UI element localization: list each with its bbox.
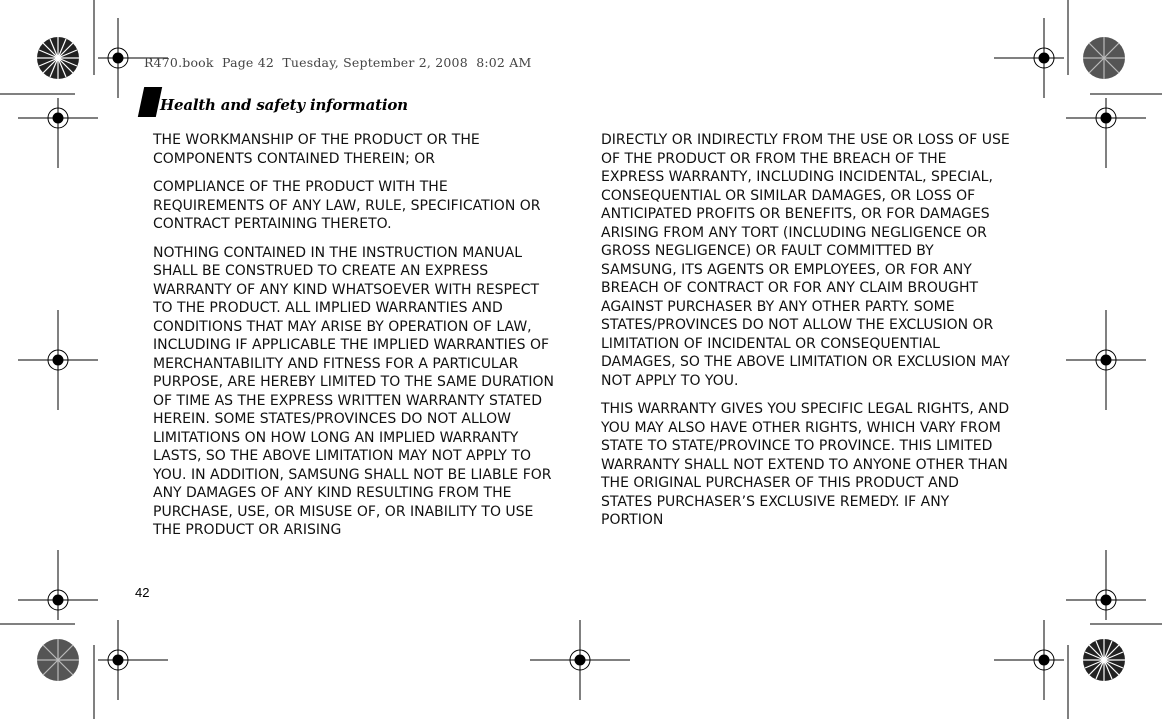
paragraph: COMPLIANCE OF THE PRODUCT WITH THE REQUIREMENTS OF ANY LAW, RULE, SPECIFICATION OR CONTRACT PERTAINING THERETO. <box>153 179 541 232</box>
star-target-top-right <box>1083 37 1125 79</box>
registration-mark-left-top <box>18 98 98 168</box>
registration-mark-right-bottom <box>1066 550 1146 620</box>
registration-mark-bottom-right <box>994 620 1064 700</box>
registration-mark-left-middle <box>18 310 98 410</box>
section-title: Health and safety information <box>160 96 408 114</box>
registration-mark-left-bottom <box>18 550 98 620</box>
star-target-bottom-left <box>37 639 79 681</box>
print-slug: R470.book Page 42 Tuesday, September 2, 2008 8:02 AM <box>144 55 532 70</box>
paragraph: DIRECTLY OR INDIRECTLY FROM THE USE OR LOSS OF USE OF THE PRODUCT OR FROM THE BREACH OF THE EXPRESS WARRANTY, INCLUDING INCIDENTAL, SPECIAL, CONSEQUENTIAL OR SIMILAR DAMAGES, OR LOSS OF ANTICIPATED PROFITS OR BENEFITS, OR FOR DAMAGES ARISING FROM ANY TORT (INCLUDING NEGLIGENCE OR GROSS NEGLIGENCE) OR FAULT COMMITTED BY SAMSUNG, ITS AGENTS OR EMPLOYEES, OR FOR ANY BREACH OF CONTRACT OR FOR ANY CLAIM BROUGHT AGAINST PURCHASER BY ANY OTHER PARTY. SOME STATES/PROVINCES DO NOT ALLOW THE EXCLUSION OR LIMITATION OF INCIDENTAL OR CONSEQUENTIAL DAMAGES, SO THE ABOVE LIMITATION OR EXCLUSION MAY NOT APPLY TO YOU. <box>601 132 1010 389</box>
registration-mark-bottom-left <box>98 620 168 700</box>
registration-mark-bottom-center <box>530 620 630 700</box>
star-target-bottom-right <box>1083 639 1125 681</box>
registration-mark-top-right <box>994 18 1064 98</box>
left-column <box>153 131 563 550</box>
paragraph: THIS WARRANTY GIVES YOU SPECIFIC LEGAL RIGHTS, AND YOU MAY ALSO HAVE OTHER RIGHTS, WHICH VARY FROM STATE TO STATE/PROVINCE TO PROVINCE. THIS LIMITED WARRANTY SHALL NOT EXTEND TO ANYONE OTHER THAN THE ORIGINAL PURCHASER OF THIS PRODUCT AND STATES PURCHASER’S EXCLUSIVE REMEDY. IF ANY PORTION <box>601 401 1010 528</box>
paragraph: THE WORKMANSHIP OF THE PRODUCT OR THE COMPONENTS CONTAINED THEREIN; OR <box>153 132 480 167</box>
right-column <box>601 131 1013 540</box>
page-number: 42 <box>135 585 150 600</box>
paragraph: NOTHING CONTAINED IN THE INSTRUCTION MANUAL SHALL BE CONSTRUED TO CREATE AN EXPRESS WARRANTY OF ANY KIND WHATSOEVER WITH RESPECT TO THE PRODUCT. ALL IMPLIED WARRANTIES AND CONDITIONS THAT MAY ARISE BY OPERATION OF LAW, INCLUDING IF APPLICABLE THE IMPLIED WARRANTIES OF MERCHANTABILITY AND FITNESS FOR A PARTICULAR PURPOSE, ARE HEREBY LIMITED TO THE SAME DURATION OF TIME AS THE EXPRESS WRITTEN WARRANTY STATED HEREIN. SOME STATES/PROVINCES DO NOT ALLOW LIMITATIONS ON HOW LONG AN IMPLIED WARRANTY LASTS, SO THE ABOVE LIMITATION MAY NOT APPLY TO YOU. IN ADDITION, SAMSUNG SHALL NOT BE LIABLE FOR ANY DAMAGES OF ANY KIND RESULTING FROM THE PURCHASE, USE, OR MISUSE OF, OR INABILITY TO USE THE PRODUCT OR ARISING <box>153 244 555 538</box>
registration-mark-right-middle <box>1066 310 1146 410</box>
registration-mark-right-top <box>1066 98 1146 168</box>
star-target-top-left <box>37 37 79 79</box>
